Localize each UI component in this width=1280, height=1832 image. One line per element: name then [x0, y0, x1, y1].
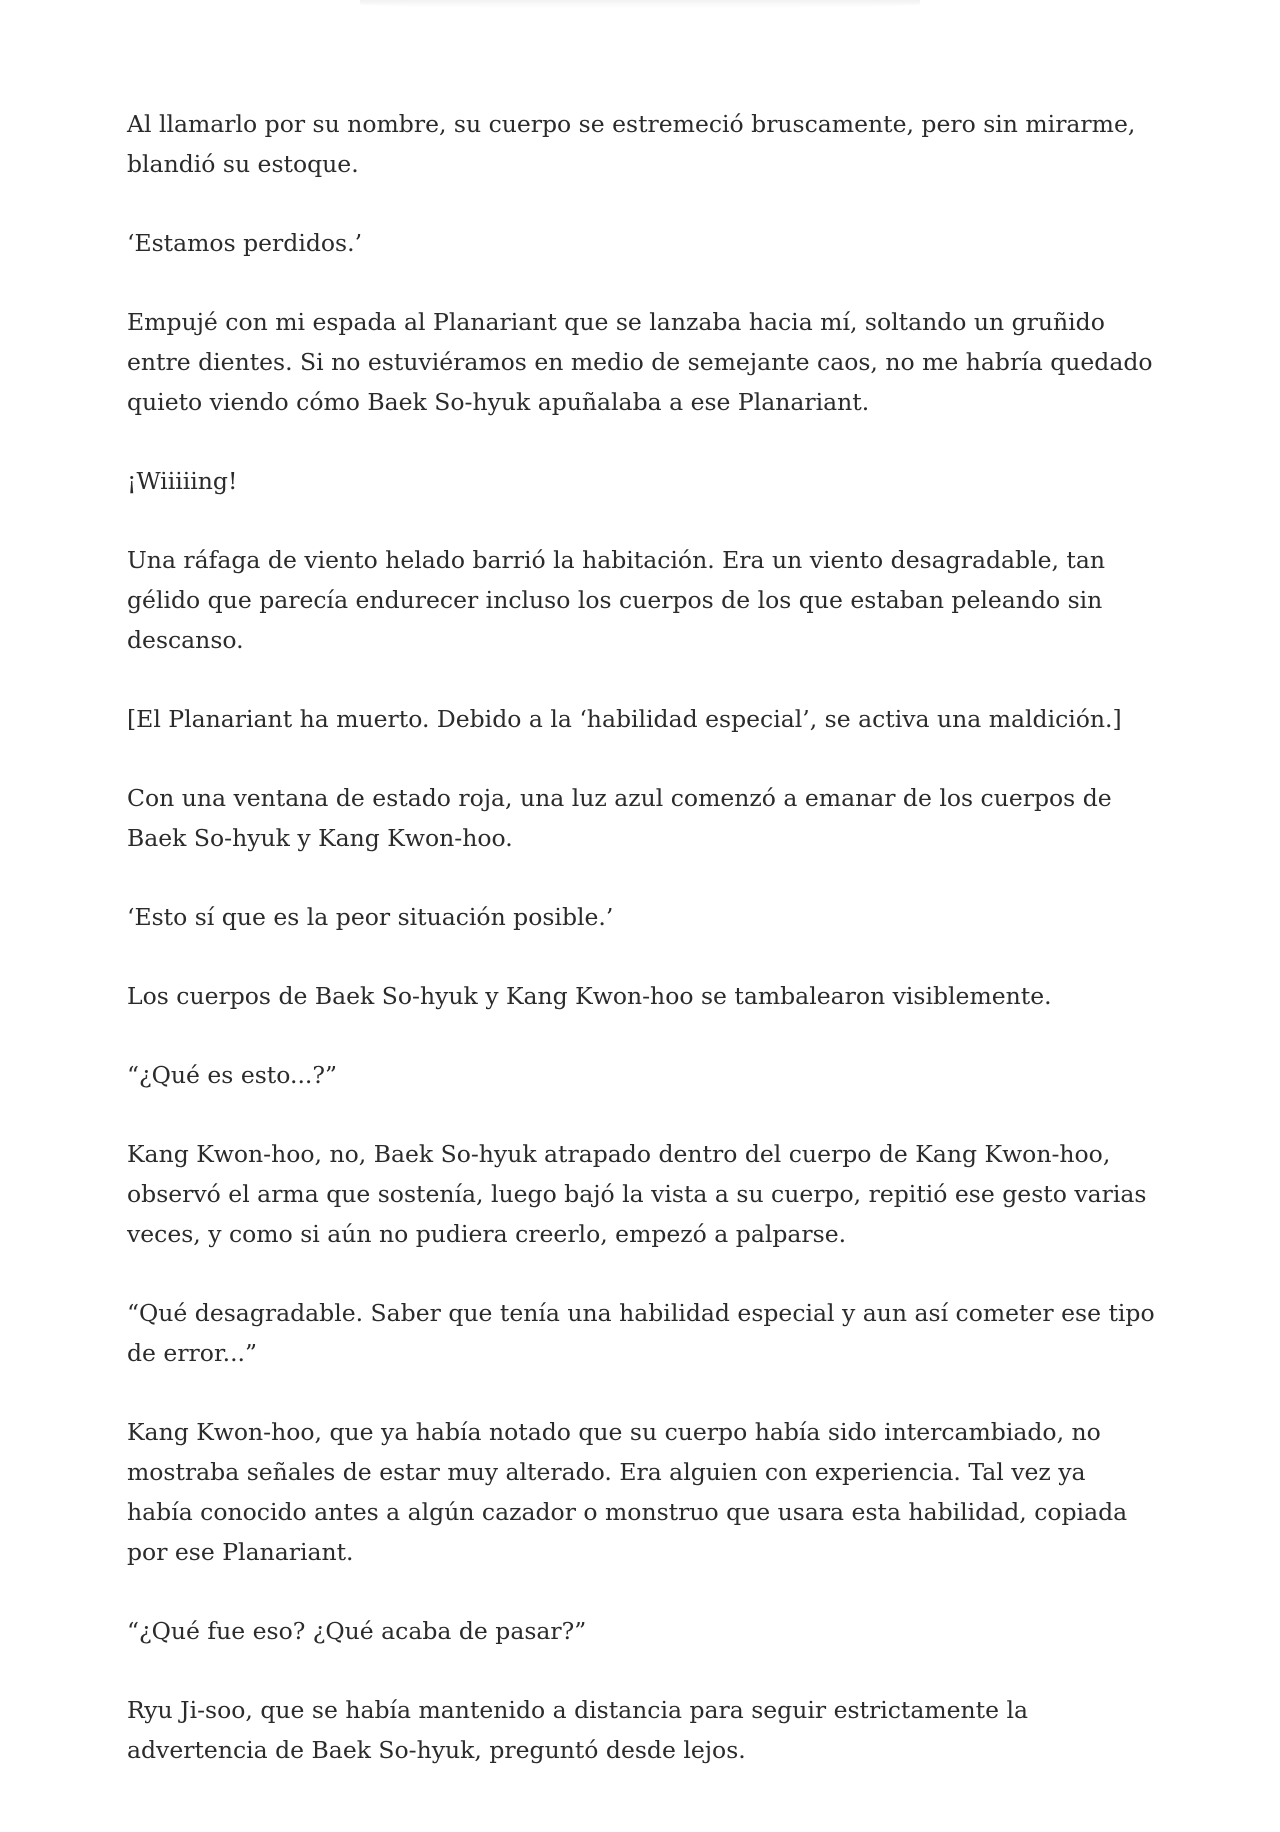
paragraph: Empujé con mi espada al Planariant que se lanzaba hacia mí, soltando un gruñido entre dientes. Si no estuviéramos en medio de semejante caos, no me habría quedado quieto viendo cómo Baek So-hyuk apuñalaba a ese Planariant. — [127, 308, 1153, 416]
paragraph: Con una ventana de estado roja, una luz azul comenzó a emanar de los cuerpos de Baek So-hyuk y Kang Kwon-hoo. — [127, 784, 1112, 852]
paragraph: Ryu Ji-soo, que se había mantenido a distancia para seguir estrictamente la advertencia de Baek So-hyuk, preguntó desde lejos. — [127, 1696, 1029, 1764]
paragraph: [El Planariant ha muerto. Debido a la ‘habilidad especial’, se activa una maldición.] — [127, 705, 1122, 733]
paragraph: Una ráfaga de viento helado barrió la habitación. Era un viento desagradable, tan gélido que parecía endurecer incluso los cuerpos de los que estaban peleando sin descanso. — [127, 546, 1106, 654]
paragraph: ‘Estamos perdidos.’ — [127, 229, 363, 257]
paragraph: “¿Qué fue eso? ¿Qué acaba de pasar?” — [127, 1617, 587, 1645]
document-body — [127, 104, 1157, 1809]
paragraph: Al llamarlo por su nombre, su cuerpo se estremeció bruscamente, pero sin mirarme, blandió su estoque. — [127, 110, 1136, 178]
paragraph: Kang Kwon-hoo, no, Baek So-hyuk atrapado dentro del cuerpo de Kang Kwon-hoo, observó el arma que sostenía, luego bajó la vista a su cuerpo, repitió ese gesto varias veces, y como si aún no pudiera creerlo, empezó a palparse. — [127, 1140, 1147, 1248]
paragraph: ‘Esto sí que es la peor situación posible.’ — [127, 903, 614, 931]
paragraph: ¡Wiiiiing! — [127, 467, 238, 495]
paragraph: Los cuerpos de Baek So-hyuk y Kang Kwon-hoo se tambalearon visiblemente. — [127, 982, 1052, 1010]
paragraph: “¿Qué es esto...?” — [127, 1061, 337, 1089]
paragraph: Kang Kwon-hoo, que ya había notado que su cuerpo había sido intercambiado, no mostraba señales de estar muy alterado. Era alguien con experiencia. Tal vez ya había conocido antes a algún cazador o monstruo que usara esta habilidad, copiada por ese Planariant. — [127, 1418, 1128, 1566]
top-edge-shadow — [360, 0, 920, 8]
paragraph: “Qué desagradable. Saber que tenía una habilidad especial y aun así cometer ese tipo de error...” — [127, 1299, 1155, 1367]
